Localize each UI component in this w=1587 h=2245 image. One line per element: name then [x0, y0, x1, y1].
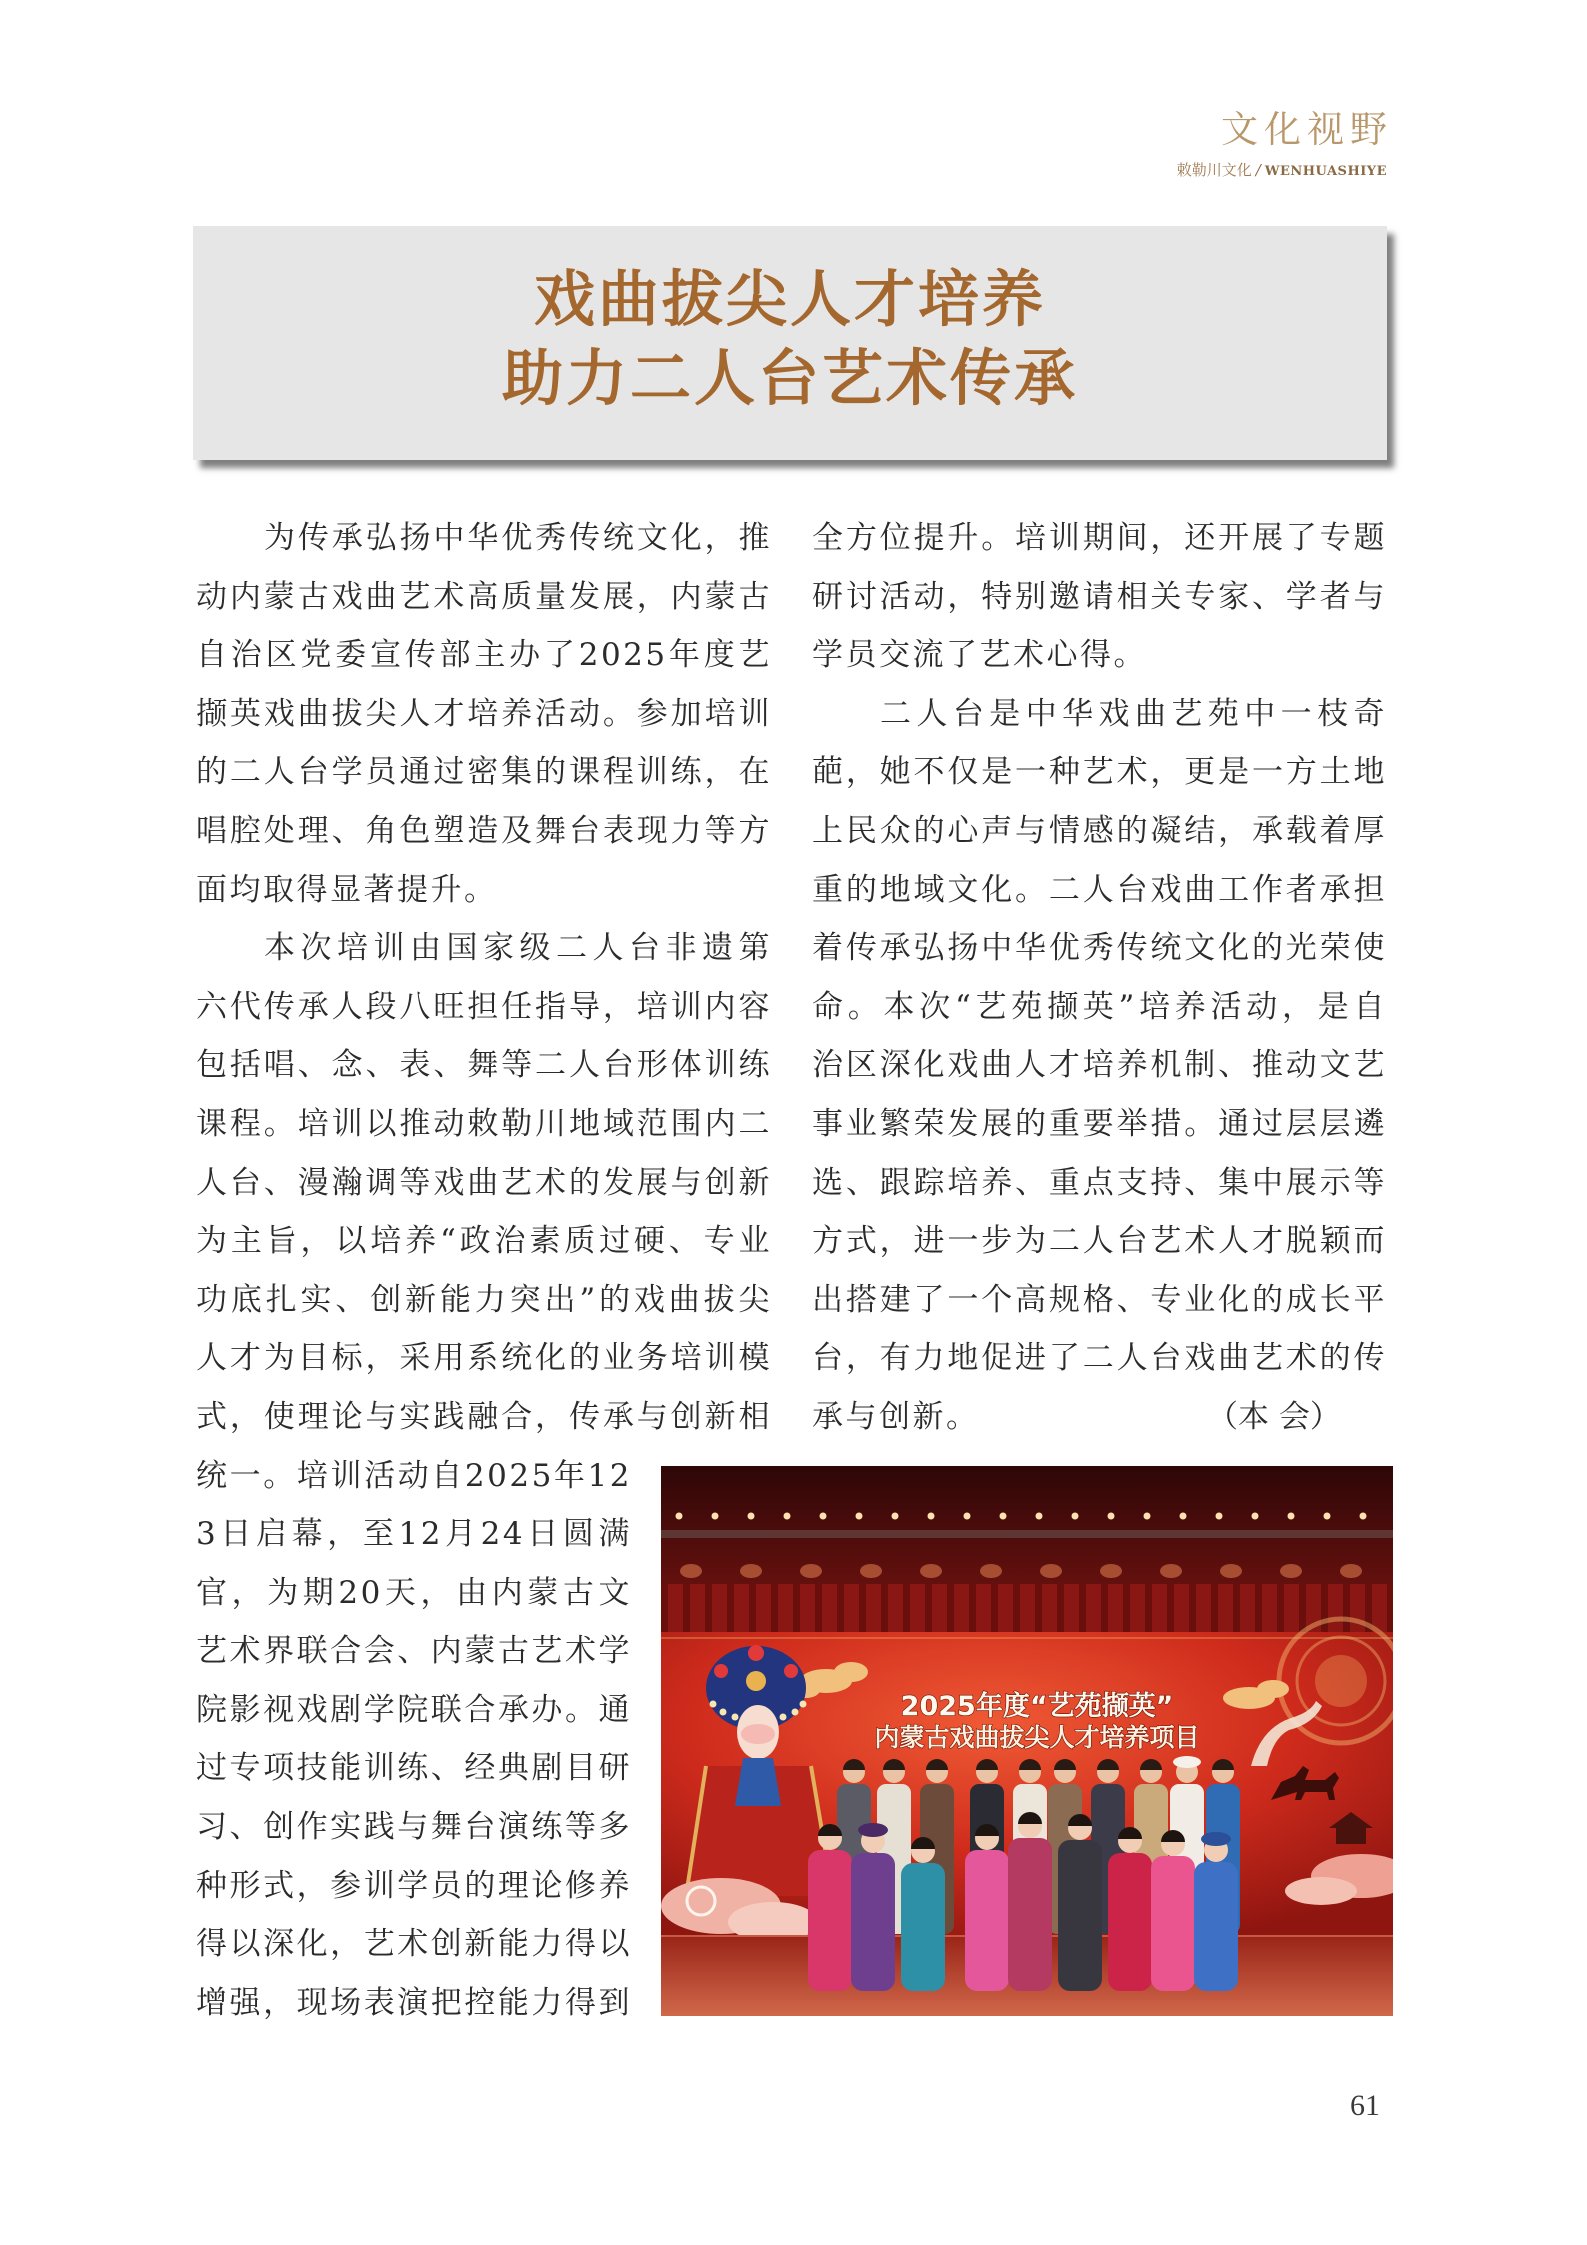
text-line: 艺术界联合会、内蒙古艺术学 — [196, 1633, 632, 1670]
text-line: 动内蒙古戏曲艺术高质量发展，内蒙古 — [196, 578, 772, 615]
text-line: 重的地域文化。二人台戏曲工作者承担 — [812, 871, 1387, 908]
text-line: 过专项技能训练、经典剧目研 — [196, 1750, 632, 1787]
text-line: 院影视戏剧学院联合承办。通 — [196, 1691, 632, 1728]
text-line-content: 承与创新。 — [812, 1398, 980, 1435]
banner-title-line2: 内蒙古戏曲拔尖人才培养项目 — [874, 1723, 1200, 1752]
text-line: 面均取得显著提升。 — [196, 871, 498, 908]
text-line: 习、创作实践与舞台演练等多 — [196, 1809, 632, 1846]
text-line: 六代传承人段八旺担任指导，培训内容 — [196, 988, 772, 1025]
text-line: 包括唱、念、表、舞等二人台形体训练 — [196, 1047, 772, 1084]
text-line: 全方位提升。培训期间，还开展了专题 — [812, 520, 1387, 556]
text-line: 唱腔处理、角色塑造及舞台表现力等方 — [196, 812, 772, 849]
text-line: 官，为期20天，由内蒙古文 — [196, 1574, 632, 1611]
text-line: 着传承弘扬中华优秀传统文化的光荣使 — [812, 930, 1387, 967]
text-line: 二人台是中华戏曲艺苑中一枝奇 — [880, 695, 1387, 732]
section-title: 文化视野 — [1221, 108, 1393, 151]
text-line: 的二人台学员通过密集的课程训练，在 — [196, 754, 772, 791]
stage-photo — [661, 1466, 1393, 2016]
text-line — [812, 1388, 1387, 1447]
text-line: 式，使理论与实践融合，传承与创新相 — [196, 1398, 772, 1435]
text-line: 治区深化戏曲人才培养机制、推动文艺 — [812, 1047, 1387, 1084]
article-title-line1: 戏曲拔尖人才培养 — [533, 264, 1046, 335]
header-separator: / — [1255, 161, 1261, 179]
section-subheader — [1177, 160, 1387, 182]
text-line: 撷英戏曲拔尖人才培养活动。参加培训 — [196, 695, 772, 732]
article-byline: （本 会） — [1207, 1398, 1341, 1435]
text-line: 台，有力地促进了二人台戏曲艺术的传 — [812, 1340, 1387, 1377]
text-line: 本次培训由国家级二人台非遗第 — [264, 930, 772, 967]
text-line: 人台、漫瀚调等戏曲艺术的发展与创新 — [196, 1164, 772, 1201]
text-line: 为传承弘扬中华优秀传统文化，推 — [264, 520, 772, 556]
stage-ceiling — [661, 1466, 1393, 1636]
text-line: 研讨活动，特别邀请相关专家、学者与 — [812, 578, 1387, 615]
performer-group-front — [808, 1812, 1238, 1991]
text-line: 方式，进一步为二人台艺术人才脱颖而 — [812, 1223, 1387, 1260]
text-line: 葩，她不仅是一种艺术，更是一方土地 — [812, 754, 1387, 791]
text-line: 增强，现场表演把控能力得到 — [196, 1984, 632, 2021]
text-line: 统一。培训活动自2025年12 — [196, 1457, 632, 1494]
page-number: 61 — [1350, 2089, 1380, 2122]
text-line: 事业繁荣发展的重要举措。通过层层遴 — [812, 1105, 1387, 1142]
text-line: 上民众的心声与情感的凝结，承载着厚 — [812, 812, 1387, 849]
article-title-box — [193, 226, 1387, 460]
text-line: 人才为目标，采用系统化的业务培训模 — [196, 1340, 772, 1377]
text-line: 功底扎实、创新能力突出”的戏曲拔尖 — [196, 1281, 772, 1318]
banner-title-line1: 2025年度“艺苑撷英” — [900, 1691, 1174, 1722]
text-line: 得以深化，艺术创新能力得以 — [196, 1926, 632, 1963]
text-line: 种形式，参训学员的理论修养 — [196, 1867, 632, 1904]
magazine-name: 敕勒川文化 — [1176, 161, 1252, 179]
text-line: 3日启幕，至12月24日圆满 — [196, 1516, 632, 1553]
text-line: 出搭建了一个高规格、专业化的成长平 — [812, 1281, 1387, 1318]
text-line: 命。本次“艺苑撷英”培养活动，是自 — [812, 988, 1387, 1025]
section-pinyin: WENHUASHIYE — [1264, 164, 1387, 179]
right-text-column — [812, 509, 1387, 1447]
text-line: 课程。培训以推动敕勒川地域范围内二 — [196, 1105, 772, 1142]
text-line: 学员交流了艺术心得。 — [812, 637, 1147, 674]
text-line: 选、跟踪培养、重点支持、集中展示等 — [812, 1164, 1387, 1201]
text-line: 为主旨，以培养“政治素质过硬、专业 — [196, 1223, 772, 1260]
article-title-line2: 助力二人台艺术传承 — [501, 343, 1078, 414]
text-line: 自治区党委宣传部主办了2025年度艺 — [196, 637, 772, 674]
